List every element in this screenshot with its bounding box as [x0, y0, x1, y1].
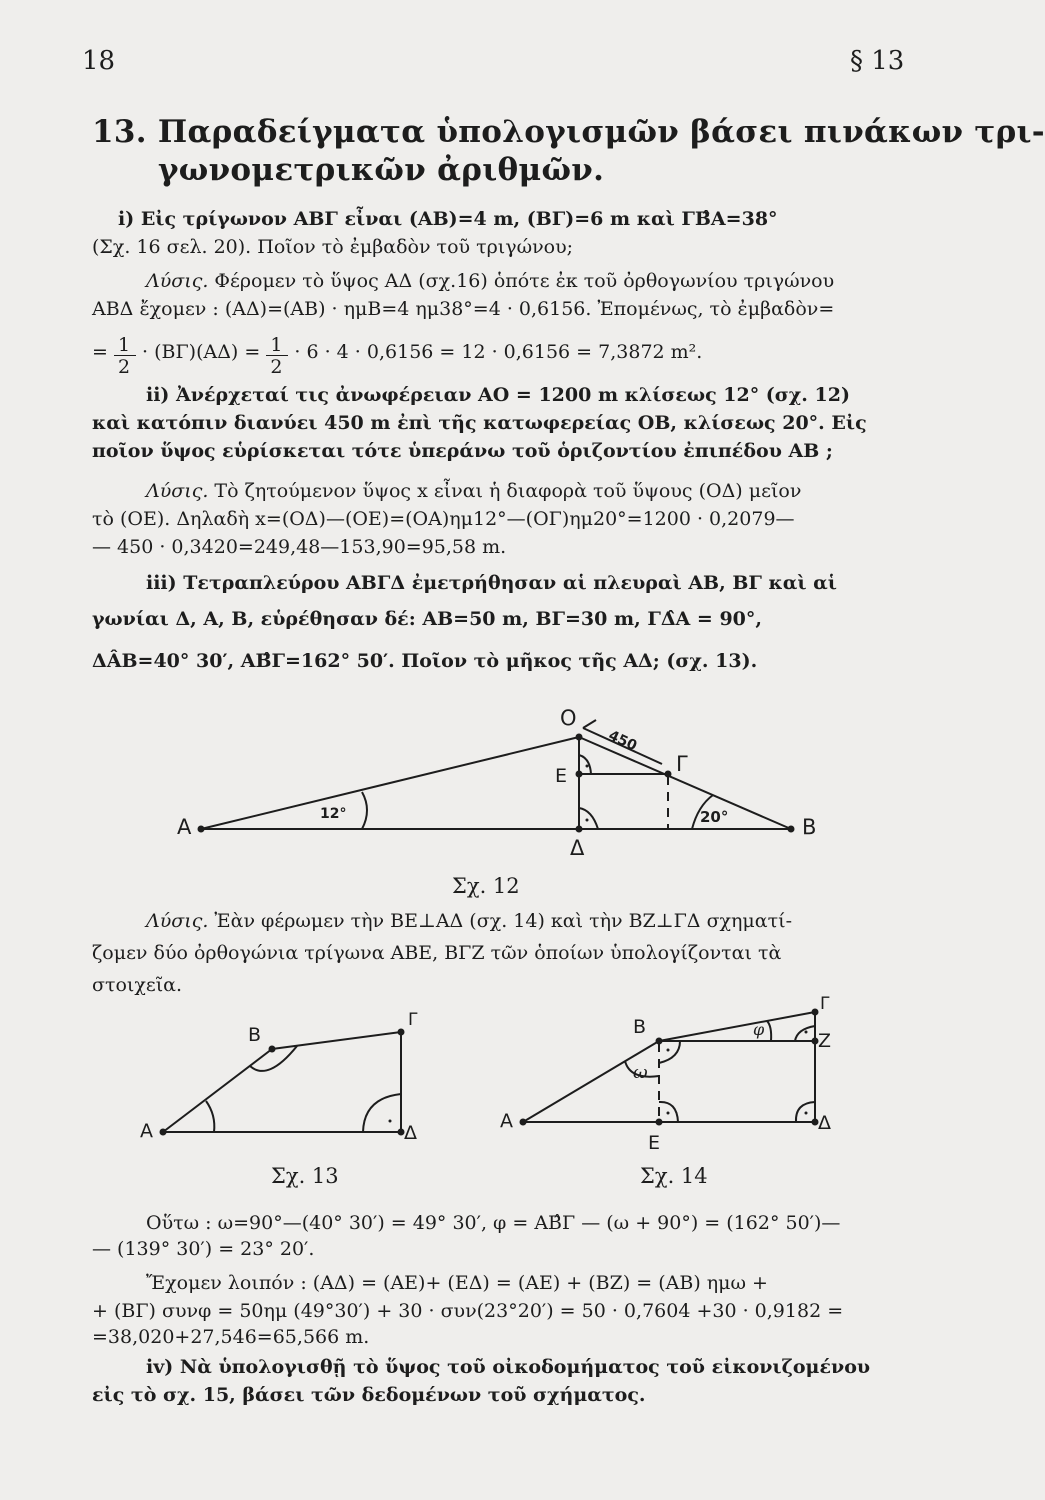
fig12-label-B: Β — [802, 815, 817, 839]
page-number: 18 — [82, 46, 116, 76]
fig12-label-D: Δ — [570, 836, 585, 860]
fig12-label-E: Ε — [555, 765, 568, 787]
problem1-solution-line2: ΑΒΔ ἔχομεν : (ΑΔ)=(ΑΒ) · ημΒ=4 ημ38°=4 · 0,6156. Ἐπομένως, τὸ ἐμβαδὸν= — [92, 298, 835, 320]
problem4-statement-line2: εἰς τὸ σχ. 15, βάσει τῶν δεδομένων τοῦ σχήματος. — [92, 1384, 646, 1406]
fig12-label-G: Γ — [676, 752, 688, 776]
section-reference: § 13 — [850, 46, 905, 76]
fig14-label-D: Δ — [818, 1112, 831, 1134]
fig12-angle-A: 12° — [320, 806, 347, 822]
figure14-caption: Σχ. 14 — [640, 1164, 708, 1188]
fraction-denominator: 2 — [270, 356, 283, 378]
problem3-statement-line3: ΔÂΒ=40° 30′, ΑΒ̂Γ=162° 50′. Ποῖον τὸ μῆκος τῆς ΑΔ; (σχ. 13). — [92, 650, 758, 672]
fraction-denominator: 2 — [117, 356, 131, 378]
fraction-numerator: 1 — [117, 334, 131, 356]
solution-text: Φέρομεν τὸ ὕψος ΑΔ (σχ.16) ὁπότε ἐκ τοῦ ὀρθογωνίου τριγώνου — [214, 270, 835, 292]
problem3-calc-line5: =38,020+27,546=65,566 m. — [92, 1326, 370, 1348]
problem3-solution-line3: στοιχεῖα. — [92, 974, 183, 996]
fig12-angle-B: 20° — [700, 808, 729, 826]
solution-text: Τὸ ζητούμενον ὕψος x εἶναι ἡ διαφορὰ τοῦ ὕψους (ΟΔ) μεῖον — [214, 480, 802, 502]
solution-text: Ἐὰν φέρωμεν τὴν ΒΕ⊥ΑΔ (σχ. 14) καὶ τὴν ΒΖ⊥ΓΔ σχηματί- — [214, 910, 792, 932]
figure12-caption: Σχ. 12 — [452, 874, 520, 898]
fraction-numerator: 1 — [270, 334, 283, 356]
figure13-caption: Σχ. 13 — [271, 1164, 339, 1188]
problem3-statement-line1: iii) Τετραπλεύρου ΑΒΓΔ ἐμετρήθησαν αἱ πλευραὶ ΑΒ, ΒΓ καὶ αἱ — [146, 572, 837, 594]
section-title-line2: γωνομετρικῶν ἀριθμῶν. — [158, 152, 605, 188]
solution-label: Λύσις. — [146, 270, 209, 292]
problem3-calc-line1: Οὕτω : ω=90°—(40° 30′) = 49° 30′, φ = ΑΒ̂Γ — (ω + 90°) = (162° 50′)— — [146, 1212, 841, 1234]
problem2-solution-line2: τὸ (ΟΕ). Δηλαδὴ x=(ΟΔ)—(ΟΕ)=(ΟΑ)ημ12°—(ΟΓ)ημ20°=1200 · 0,2079— — [92, 508, 795, 530]
problem4-statement-line1: iv) Νὰ ὑπολογισθῇ τὸ ὕψος τοῦ οἰκοδομήματος τοῦ εἰκονιζομένου — [146, 1356, 871, 1378]
fig14-label-E: Ε — [648, 1132, 661, 1154]
problem3-statement-line2: γωνίαι Δ, Α, Β, εὑρέθησαν δέ: ΑΒ=50 m, ΒΓ=30 m, ΓΔ̂Α = 90°, — [92, 608, 763, 630]
solution-label: Λύσις. — [146, 910, 209, 932]
fig13-label-G: Γ — [408, 1010, 418, 1030]
fig12-label-O: Ο — [560, 706, 577, 730]
solution-label: Λύσις. — [146, 480, 209, 502]
problem2-statement-line2: καὶ κατόπιν διανύει 450 m ἐπὶ τῆς κατωφερείας ΟΒ, κλίσεως 20°. Εἰς — [92, 412, 867, 434]
problem3-calc-line4: + (ΒΓ) συνφ = 50ημ (49°30′) + 30 · συν(23°20′) = 50 · 0,7604 +30 · 0,9182 = — [92, 1300, 844, 1322]
problem2-statement-line1: ii) Ἀνέρχεταί τις ἀνωφέρειαν ΑΟ = 1200 m κλίσεως 12° (σχ. 12) — [146, 384, 850, 406]
fig13-label-B: Β — [248, 1024, 262, 1046]
problem2-statement-line3: ποῖον ὕψος εὑρίσκεται τότε ὑπεράνω τοῦ ὁριζοντίου ἐπιπέδου ΑΒ ; — [92, 440, 833, 462]
problem3-calc-line2: — (139° 30′) = 23° 20′. — [92, 1238, 315, 1260]
solution-text: · 6 · 4 · 0,6156 = 12 · 0,6156 = 7,3872 m². — [294, 341, 703, 363]
fig14-label-A: Α — [500, 1110, 513, 1132]
fig14-label-omega: ω — [633, 1062, 648, 1083]
fig12-length-OG: 450 — [605, 727, 640, 755]
equals-sign: = — [92, 341, 114, 363]
fig14-label-B: Β — [633, 1016, 647, 1038]
fig14-label-Z: Ζ — [818, 1030, 832, 1052]
problem2-solution-line3: — 450 · 0,3420=249,48—153,90=95,58 m. — [92, 536, 507, 558]
fig13-label-A: Α — [140, 1120, 153, 1142]
solution-text: · (ΒΓ)(ΑΔ) = — [142, 341, 267, 363]
problem1-statement-line1: i) Εἰς τρίγωνον ΑΒΓ εἶναι (ΑΒ)=4 m, (ΒΓ)=6 m καὶ ΓΒ̂Α=38° — [118, 208, 778, 230]
fig14-label-phi: φ — [753, 1020, 765, 1039]
problem1-statement-line2: (Σχ. 16 σελ. 20). Ποῖον τὸ ἐμβαδὸν τοῦ τριγώνου; — [92, 236, 574, 258]
section-title-line1: 13. Παραδείγματα ὑπολογισμῶν βάσει πινάκων τρι- — [92, 114, 1045, 150]
problem3-solution-line2: ζομεν δύο ὀρθογώνια τρίγωνα ΑΒΕ, ΒΓΖ τῶν ὁποίων ὑπολογίζονται τὰ — [92, 942, 782, 964]
fig12-label-A: Α — [177, 815, 192, 839]
problem3-calc-line3: Ἔχομεν λοιπόν : (ΑΔ) = (ΑΕ)+ (ΕΔ) = (ΑΕ) + (ΒΖ) = (ΑΒ) ημω + — [146, 1272, 768, 1294]
fig13-label-D: Δ — [404, 1122, 417, 1144]
fig14-label-G: Γ — [820, 994, 830, 1014]
